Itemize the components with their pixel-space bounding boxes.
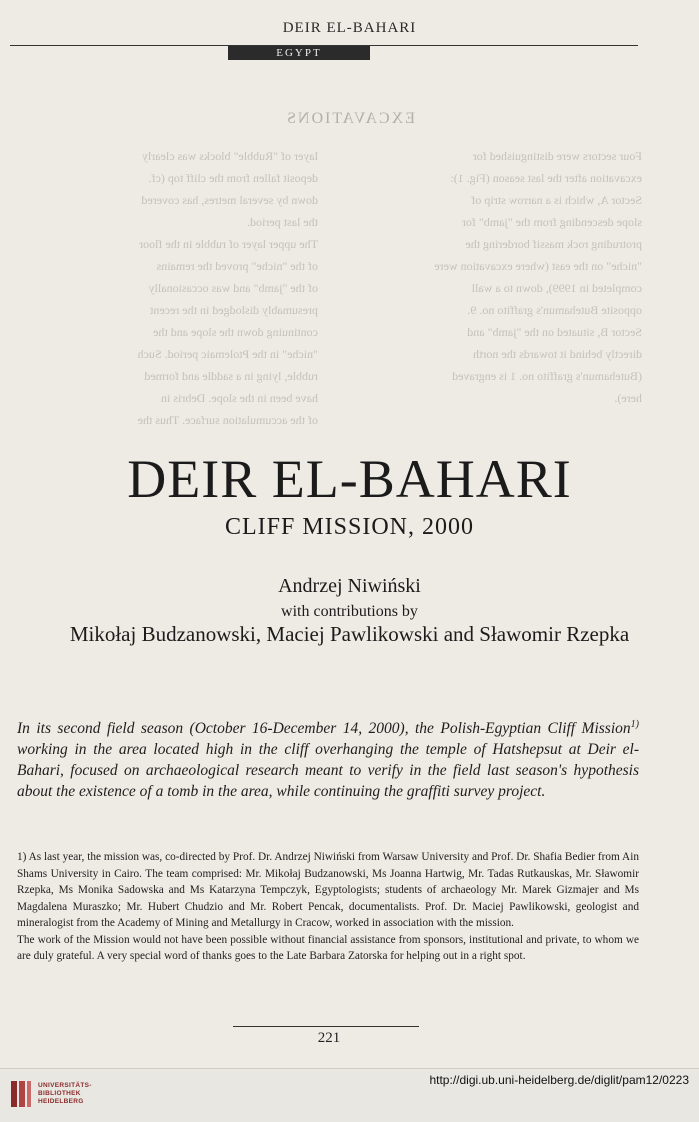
bleed-line: The upper layer of rubble in the floor xyxy=(139,237,318,251)
abstract xyxy=(17,714,639,802)
bleed-through-column-right xyxy=(18,145,318,431)
bleed-line: Sector A, which is a narrow strip of xyxy=(471,193,642,207)
bleed-line: presumably dislodged in the recent xyxy=(150,303,318,317)
bleed-line: of the "niche" proved the remains xyxy=(156,259,318,273)
library-name xyxy=(38,1082,92,1106)
footnote-acknowledgement: The work of the Mission would not have been possible without financial assistance from sponsors, institutional and private, to whom we are duly grateful. A very special word of thanks goes to the Late Barbara Zatorska for helping out in a right spot. xyxy=(17,933,639,962)
section-badge: EGYPT xyxy=(228,46,370,60)
page-number-rule xyxy=(233,1026,419,1027)
bleed-line: Four sectors were distinguished for xyxy=(472,149,642,163)
bleed-line: "niche" in the Ptolemaic period. Such xyxy=(137,347,318,361)
bleed-through-column-left xyxy=(322,145,642,409)
viewer-footer xyxy=(0,1068,699,1122)
bleed-line: of the "jamb" and was occasionally xyxy=(148,281,318,295)
bleed-line: deposit fallen from the cliff top (cf. xyxy=(148,171,318,185)
footnote-reference: 1) xyxy=(630,719,639,730)
footnote-1: 1) As last year, the mission was, co-directed by Prof. Dr. Andrzej Niwiński from Warsaw University and Prof. Dr. Shafia Bedier from Ain Shams University in Cairo. The team comprised: Mr. Mikołaj Budzanowski, Ms Joanna Hartwig, Mr. Tadas Rutkauskas, Mr. Sławomir Rzepka, Ms Monika Sadowska and Ms Katarzyna Tempczyk, Egyptologists; students of archaeology Mr. Marek Gizmajer and Ms Magdalena Muraszko; Mr. Hubert Chudzio and Mr. Robert Pencak, documentalists. Prof. Dr. Maciej Pawlikowski, geologist and mineralogist from the Academy of Mining and Metallurgy in Cracow, worked in association with the mission. xyxy=(17,851,639,929)
library-name-line: HEIDELBERG xyxy=(38,1098,84,1105)
bleed-line: layer of "Rubble" blocks was clearly xyxy=(141,149,318,163)
bleed-line: of the accumulation surface. Thus the xyxy=(137,413,318,427)
article-title: DEIR EL-BAHARI xyxy=(127,449,572,509)
bleed-line: the last period. xyxy=(247,215,318,229)
bleed-line: rubble, lying in a saddle and formed xyxy=(144,369,318,383)
bleed-line: (Butehamun's graffito no. 1 is engraved xyxy=(452,369,642,383)
bleed-line: have been in the slope. Debris in xyxy=(161,391,318,405)
contributors: Mikołaj Budzanowski, Maciej Pawlikowski and Sławomir Rzepka xyxy=(69,622,630,646)
bleed-line: directly behind it towards the north xyxy=(473,347,642,361)
bleed-line: excavation after the last season (Fig. 1): xyxy=(450,171,642,185)
bleed-line: down by several metres, has covered xyxy=(141,193,318,207)
bleed-line: Sector B, situated on the "jamb" and xyxy=(467,325,642,339)
bleed-line: slope descending from the "jamb" for xyxy=(461,215,642,229)
bleed-through-title: EXCAVATIONS xyxy=(285,110,415,127)
abstract-text-part1: In its second field season (October 16-December 14, 2000), the Polish-Egyptian Cliff Mission xyxy=(17,720,631,738)
page-number: 221 xyxy=(317,1030,341,1046)
running-head: DEIR EL-BAHARI xyxy=(282,20,417,36)
footnotes xyxy=(17,849,639,965)
bleed-line: "niche" on the east (where excavation were xyxy=(434,259,642,273)
library-name-line: BIBLIOTHEK xyxy=(38,1090,81,1097)
contributions-label: with contributions by xyxy=(281,603,418,620)
article-subtitle: CLIFF MISSION, 2000 xyxy=(224,514,475,540)
bleed-line: completed in 1999), down to a wall xyxy=(471,281,642,295)
library-name-line: UNIVERSITÄTS- xyxy=(38,1082,92,1089)
bleed-line: here). xyxy=(614,391,642,405)
bleed-line: continuing down the slope and the xyxy=(153,325,318,339)
abstract-text-part2: working in the area located high in the cliff overhanging the temple of Hatshepsut at Deir el-Bahari, focused on archaeological research meant to verify in the field last season's hypothesis about the existence of a tomb in the area, while continuing the graffiti survey project. xyxy=(17,741,639,801)
bleed-line: opposite Butehamun's graffito no. 9. xyxy=(467,303,642,317)
article-author: Andrzej Niwiński xyxy=(278,575,421,597)
bleed-line: protruding rock massif bordering the xyxy=(465,237,642,251)
library-logo-icon xyxy=(10,1079,32,1109)
source-url-link[interactable]: http://digi.ub.uni-heidelberg.de/diglit/pam12/0223 xyxy=(429,1073,689,1087)
